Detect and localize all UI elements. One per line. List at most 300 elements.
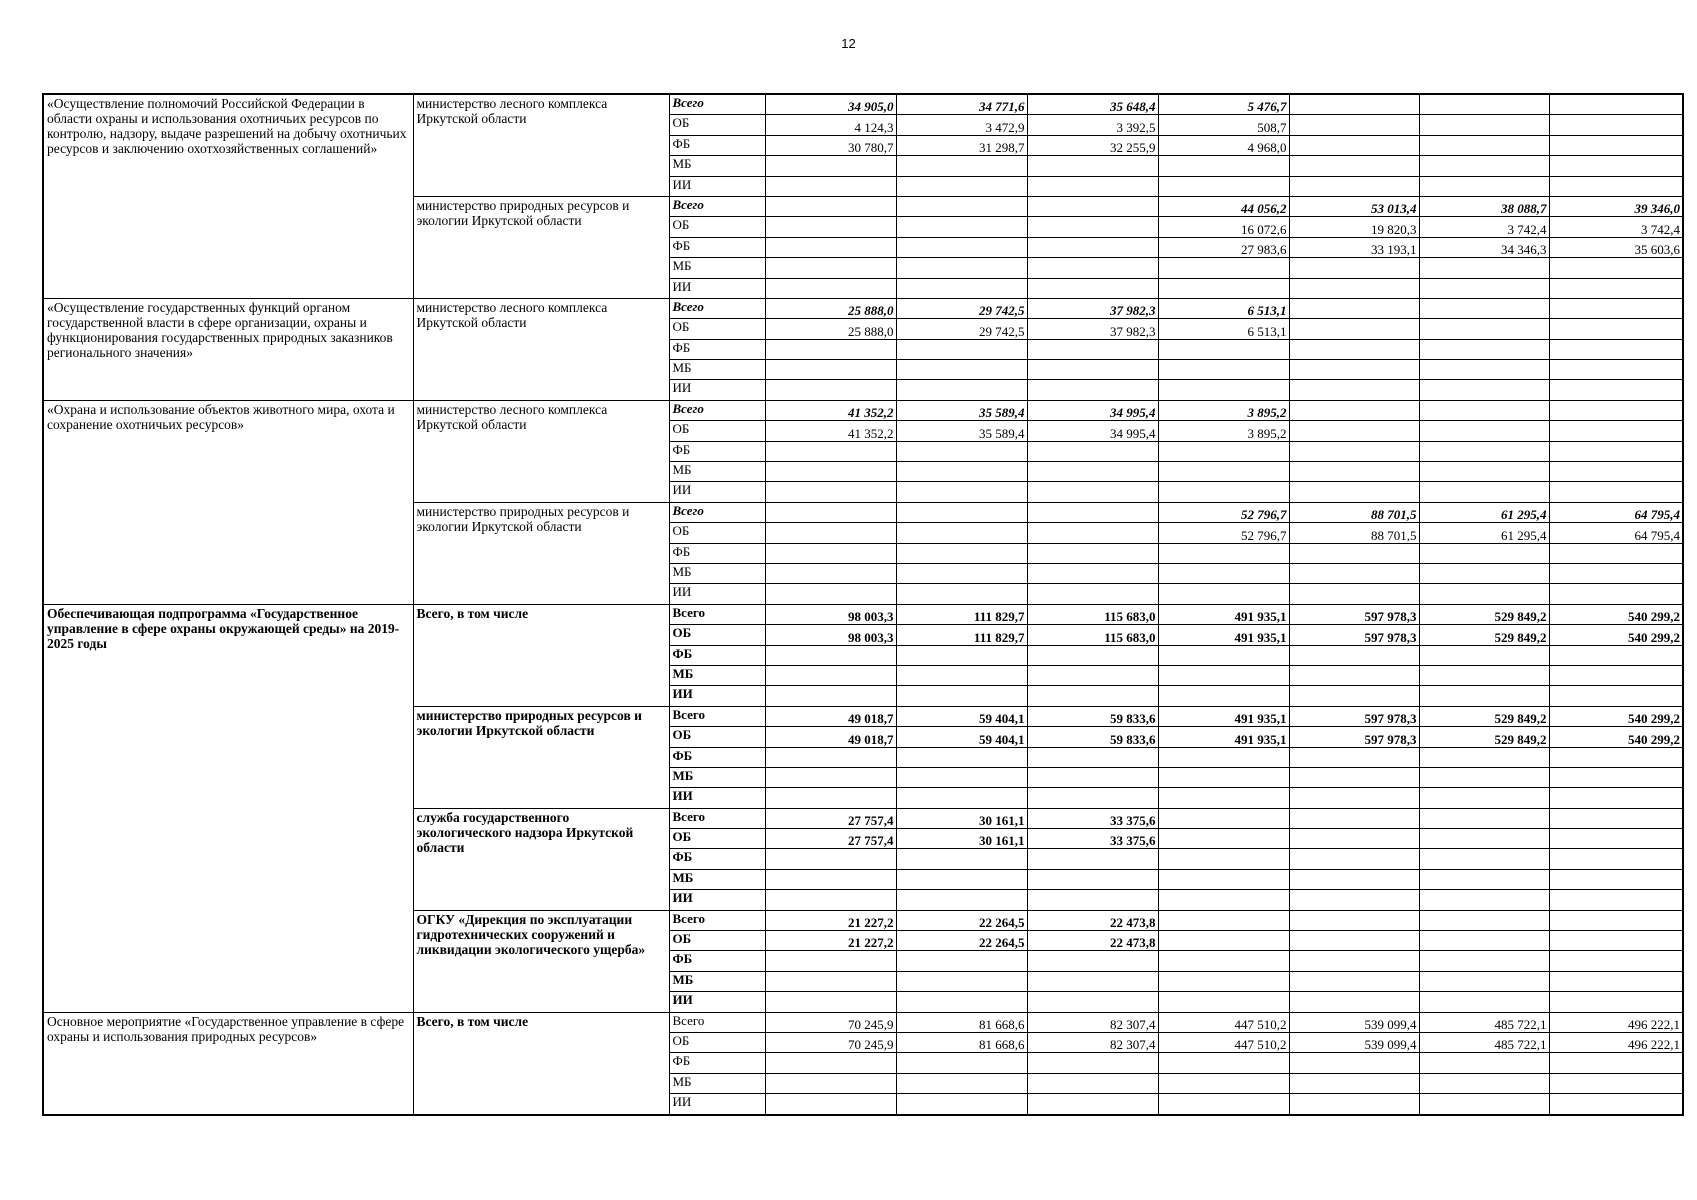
executor-cell: министерство лесного комплекса Иркутской области	[413, 298, 669, 400]
value-cell	[1549, 115, 1683, 135]
value-cell	[765, 747, 896, 767]
value-cell: 30 780,7	[765, 135, 896, 155]
value-cell	[1419, 441, 1549, 461]
executor-cell: министерство лесного комплекса Иркутской области	[413, 400, 669, 502]
value-cell: 82 307,4	[1027, 1012, 1158, 1032]
value-cell: 33 375,6	[1027, 808, 1158, 828]
value-cell: 491 935,1	[1158, 706, 1289, 726]
value-cell	[765, 482, 896, 502]
value-cell: 61 295,4	[1419, 502, 1549, 522]
value-cell	[896, 482, 1027, 502]
value-cell	[1289, 665, 1419, 685]
value-cell: 30 161,1	[896, 808, 1027, 828]
value-cell	[1419, 421, 1549, 441]
value-cell	[1289, 176, 1419, 196]
value-cell	[765, 890, 896, 910]
value-cell	[1289, 869, 1419, 889]
value-cell	[1289, 156, 1419, 176]
value-cell	[1419, 951, 1549, 971]
value-cell	[1027, 1053, 1158, 1073]
value-cell	[1289, 563, 1419, 583]
value-cell	[765, 523, 896, 543]
value-cell	[1419, 563, 1549, 583]
value-cell	[1158, 441, 1289, 461]
value-cell	[1419, 1073, 1549, 1093]
value-cell	[1289, 319, 1419, 339]
value-cell	[1027, 665, 1158, 685]
value-cell: 485 722,1	[1419, 1032, 1549, 1052]
value-cell	[896, 258, 1027, 278]
value-cell	[896, 278, 1027, 298]
value-cell: 22 473,8	[1027, 910, 1158, 930]
value-cell	[1419, 298, 1549, 318]
value-cell: 59 404,1	[896, 706, 1027, 726]
value-cell	[1549, 910, 1683, 930]
value-cell	[1419, 176, 1549, 196]
value-cell	[1158, 482, 1289, 502]
value-cell	[765, 971, 896, 991]
value-cell	[765, 462, 896, 482]
value-cell	[765, 1053, 896, 1073]
value-cell	[1419, 482, 1549, 502]
funding-source-label: ОБ	[669, 319, 765, 339]
value-cell	[896, 217, 1027, 237]
value-cell	[1158, 1053, 1289, 1073]
program-name-cell: «Осуществление полномочий Российской Федерации в области охраны и использования охотничьих ресурсов по контролю, надзору, выдаче разрешений на добычу охотничьих ресурсов и заключению охотхозяйственных соглашений»	[43, 94, 413, 298]
executor-cell: министерство лесного комплекса Иркутской области	[413, 94, 669, 196]
value-cell: 35 589,4	[896, 421, 1027, 441]
value-cell	[1549, 421, 1683, 441]
value-cell	[1549, 849, 1683, 869]
value-cell	[1289, 339, 1419, 359]
value-cell: 597 978,3	[1289, 625, 1419, 645]
value-cell	[1549, 1073, 1683, 1093]
value-cell	[1027, 196, 1158, 216]
value-cell	[765, 951, 896, 971]
value-cell	[1419, 645, 1549, 665]
funding-source-label: ИИ	[669, 278, 765, 298]
value-cell	[1419, 686, 1549, 706]
value-cell	[1419, 543, 1549, 563]
program-name-cell: Обеспечивающая подпрограмма «Государственное управление в сфере охраны окружающей среды» на 2019-2025 годы	[43, 604, 413, 1012]
value-cell	[1549, 94, 1683, 115]
value-cell: 447 510,2	[1158, 1032, 1289, 1052]
value-cell	[1289, 441, 1419, 461]
value-cell	[896, 1094, 1027, 1115]
value-cell	[765, 339, 896, 359]
value-cell	[765, 441, 896, 461]
value-cell: 111 829,7	[896, 625, 1027, 645]
funding-source-label: Всего	[669, 604, 765, 624]
funding-source-label: ФБ	[669, 849, 765, 869]
value-cell: 29 742,5	[896, 319, 1027, 339]
value-cell	[1158, 360, 1289, 380]
value-cell	[1289, 482, 1419, 502]
value-cell	[1419, 584, 1549, 604]
value-cell	[1158, 543, 1289, 563]
funding-source-label: Всего	[669, 400, 765, 420]
value-cell	[1158, 931, 1289, 951]
value-cell	[896, 686, 1027, 706]
value-cell	[1158, 462, 1289, 482]
value-cell	[765, 217, 896, 237]
funding-source-label: ИИ	[669, 380, 765, 400]
value-cell	[896, 339, 1027, 359]
value-cell	[1027, 992, 1158, 1012]
value-cell	[1289, 543, 1419, 563]
value-cell: 22 473,8	[1027, 931, 1158, 951]
value-cell: 597 978,3	[1289, 706, 1419, 726]
funding-source-label: ОБ	[669, 625, 765, 645]
program-name-cell: «Охрана и использование объектов животного мира, охота и сохранение охотничьих ресурсов»	[43, 400, 413, 604]
program-name-cell: «Осуществление государственных функций органом государственной власти в сфере организации, охраны и функционирования государственных природных заказников регионального значения»	[43, 298, 413, 400]
value-cell	[1027, 849, 1158, 869]
value-cell: 88 701,5	[1289, 502, 1419, 522]
value-cell	[765, 156, 896, 176]
value-cell: 39 346,0	[1549, 196, 1683, 216]
value-cell	[1289, 258, 1419, 278]
funding-source-label: ИИ	[669, 890, 765, 910]
value-cell	[1289, 686, 1419, 706]
funding-source-label: Всего	[669, 94, 765, 115]
funding-source-label: МБ	[669, 360, 765, 380]
value-cell	[1289, 992, 1419, 1012]
funding-source-label: ОБ	[669, 217, 765, 237]
value-cell	[1027, 217, 1158, 237]
funding-source-label: ФБ	[669, 543, 765, 563]
value-cell	[765, 176, 896, 196]
value-cell: 70 245,9	[765, 1012, 896, 1032]
value-cell: 41 352,2	[765, 421, 896, 441]
value-cell	[1289, 951, 1419, 971]
value-cell: 38 088,7	[1419, 196, 1549, 216]
funding-source-label: МБ	[669, 462, 765, 482]
value-cell	[1549, 482, 1683, 502]
value-cell: 34 346,3	[1419, 237, 1549, 257]
funding-source-label: ФБ	[669, 951, 765, 971]
value-cell	[1419, 910, 1549, 930]
value-cell: 3 895,2	[1158, 400, 1289, 420]
funding-source-label: МБ	[669, 1073, 765, 1093]
value-cell	[1158, 686, 1289, 706]
funding-source-label: ОБ	[669, 931, 765, 951]
funding-source-label: Всего	[669, 706, 765, 726]
value-cell	[1549, 563, 1683, 583]
value-cell	[1289, 298, 1419, 318]
value-cell: 32 255,9	[1027, 135, 1158, 155]
value-cell: 529 849,2	[1419, 604, 1549, 624]
value-cell	[1158, 584, 1289, 604]
funding-source-label: Всего	[669, 298, 765, 318]
value-cell	[1158, 258, 1289, 278]
value-cell	[1549, 135, 1683, 155]
funding-source-label: ИИ	[669, 686, 765, 706]
value-cell	[1419, 1094, 1549, 1115]
value-cell	[1289, 278, 1419, 298]
value-cell: 4 124,3	[765, 115, 896, 135]
funding-source-label: Всего	[669, 196, 765, 216]
value-cell	[1027, 482, 1158, 502]
value-cell	[1158, 156, 1289, 176]
value-cell	[1549, 747, 1683, 767]
value-cell	[896, 360, 1027, 380]
value-cell	[1027, 563, 1158, 583]
value-cell	[1027, 951, 1158, 971]
value-cell: 6 513,1	[1158, 298, 1289, 318]
value-cell	[1549, 176, 1683, 196]
value-cell	[1549, 400, 1683, 420]
value-cell	[765, 686, 896, 706]
value-cell	[1549, 951, 1683, 971]
value-cell: 529 849,2	[1419, 706, 1549, 726]
funding-source-label: ИИ	[669, 992, 765, 1012]
value-cell	[1289, 1073, 1419, 1093]
value-cell	[1419, 767, 1549, 787]
value-cell	[1027, 788, 1158, 808]
value-cell	[896, 196, 1027, 216]
value-cell: 6 513,1	[1158, 319, 1289, 339]
value-cell	[1549, 298, 1683, 318]
executor-cell: министерство природных ресурсов и экологии Иркутской области	[413, 706, 669, 808]
value-cell	[1289, 767, 1419, 787]
value-cell	[1549, 829, 1683, 849]
value-cell	[1289, 360, 1419, 380]
value-cell	[1419, 869, 1549, 889]
funding-source-label: ИИ	[669, 1094, 765, 1115]
funding-source-label: ФБ	[669, 1053, 765, 1073]
value-cell: 98 003,3	[765, 604, 896, 624]
value-cell	[1549, 686, 1683, 706]
value-cell	[1289, 747, 1419, 767]
value-cell	[1419, 931, 1549, 951]
value-cell	[1027, 380, 1158, 400]
value-cell: 70 245,9	[765, 1032, 896, 1052]
value-cell	[896, 951, 1027, 971]
value-cell	[765, 767, 896, 787]
value-cell	[1419, 156, 1549, 176]
value-cell	[1158, 971, 1289, 991]
value-cell	[896, 523, 1027, 543]
value-cell: 35 648,4	[1027, 94, 1158, 115]
value-cell: 22 264,5	[896, 931, 1027, 951]
value-cell	[896, 462, 1027, 482]
value-cell: 52 796,7	[1158, 523, 1289, 543]
value-cell: 27 757,4	[765, 808, 896, 828]
funding-source-label: ОБ	[669, 829, 765, 849]
table-row	[43, 298, 1683, 318]
value-cell: 33 193,1	[1289, 237, 1419, 257]
value-cell	[1158, 1073, 1289, 1093]
value-cell	[1027, 1094, 1158, 1115]
value-cell: 540 299,2	[1549, 625, 1683, 645]
value-cell	[1158, 380, 1289, 400]
value-cell	[1158, 563, 1289, 583]
value-cell	[1158, 645, 1289, 665]
value-cell	[765, 869, 896, 889]
table-row	[43, 604, 1683, 624]
funding-source-label: ФБ	[669, 135, 765, 155]
value-cell	[765, 788, 896, 808]
value-cell: 3 392,5	[1027, 115, 1158, 135]
value-cell	[896, 869, 1027, 889]
value-cell	[896, 380, 1027, 400]
value-cell	[896, 890, 1027, 910]
value-cell: 597 978,3	[1289, 604, 1419, 624]
value-cell	[1419, 829, 1549, 849]
value-cell	[1027, 747, 1158, 767]
funding-source-label: Всего	[669, 910, 765, 930]
funding-source-label: МБ	[669, 665, 765, 685]
value-cell: 539 099,4	[1289, 1032, 1419, 1052]
value-cell	[1419, 319, 1549, 339]
value-cell: 41 352,2	[765, 400, 896, 420]
value-cell	[1289, 849, 1419, 869]
value-cell	[896, 747, 1027, 767]
funding-source-label: МБ	[669, 767, 765, 787]
value-cell	[896, 176, 1027, 196]
value-cell	[1419, 890, 1549, 910]
value-cell	[1549, 543, 1683, 563]
funding-source-label: Всего	[669, 502, 765, 522]
value-cell	[896, 584, 1027, 604]
value-cell: 25 888,0	[765, 319, 896, 339]
funding-source-label: Всего	[669, 1012, 765, 1032]
value-cell	[1158, 829, 1289, 849]
value-cell	[765, 502, 896, 522]
value-cell: 34 995,4	[1027, 400, 1158, 420]
funding-source-label: ФБ	[669, 339, 765, 359]
value-cell: 34 905,0	[765, 94, 896, 115]
value-cell	[1419, 665, 1549, 685]
value-cell	[896, 971, 1027, 991]
funding-source-label: ОБ	[669, 115, 765, 135]
value-cell: 98 003,3	[765, 625, 896, 645]
budget-table	[42, 93, 1684, 1116]
value-cell: 35 603,6	[1549, 237, 1683, 257]
value-cell	[1289, 135, 1419, 155]
value-cell	[1289, 94, 1419, 115]
value-cell	[896, 849, 1027, 869]
value-cell	[896, 156, 1027, 176]
value-cell	[1158, 278, 1289, 298]
value-cell	[1027, 339, 1158, 359]
funding-source-label: ОБ	[669, 523, 765, 543]
value-cell	[1027, 278, 1158, 298]
funding-source-label: ИИ	[669, 788, 765, 808]
executor-cell: Всего, в том числе	[413, 604, 669, 706]
executor-cell: министерство природных ресурсов и экологии Иркутской области	[413, 196, 669, 298]
value-cell: 447 510,2	[1158, 1012, 1289, 1032]
funding-source-label: ОБ	[669, 727, 765, 747]
value-cell	[1549, 645, 1683, 665]
funding-source-label: ОБ	[669, 1032, 765, 1052]
value-cell	[1027, 156, 1158, 176]
value-cell: 19 820,3	[1289, 217, 1419, 237]
value-cell: 49 018,7	[765, 727, 896, 747]
value-cell	[1549, 319, 1683, 339]
value-cell	[1419, 94, 1549, 115]
value-cell: 491 935,1	[1158, 727, 1289, 747]
funding-source-label: МБ	[669, 869, 765, 889]
value-cell	[1419, 115, 1549, 135]
value-cell: 33 375,6	[1027, 829, 1158, 849]
value-cell	[1549, 931, 1683, 951]
funding-source-label: ИИ	[669, 482, 765, 502]
value-cell	[1419, 258, 1549, 278]
value-cell	[1549, 869, 1683, 889]
value-cell: 64 795,4	[1549, 523, 1683, 543]
value-cell	[1289, 1053, 1419, 1073]
value-cell	[765, 563, 896, 583]
value-cell: 29 742,5	[896, 298, 1027, 318]
value-cell	[896, 543, 1027, 563]
value-cell: 37 982,3	[1027, 298, 1158, 318]
value-cell	[1419, 400, 1549, 420]
value-cell: 34 771,6	[896, 94, 1027, 115]
value-cell	[896, 237, 1027, 257]
funding-source-label: МБ	[669, 258, 765, 278]
table-row	[43, 94, 1683, 115]
value-cell	[1549, 808, 1683, 828]
value-cell: 53 013,4	[1289, 196, 1419, 216]
value-cell	[896, 788, 1027, 808]
value-cell	[1158, 747, 1289, 767]
value-cell	[1549, 258, 1683, 278]
value-cell	[1158, 869, 1289, 889]
value-cell	[765, 849, 896, 869]
value-cell	[1419, 339, 1549, 359]
value-cell	[1419, 788, 1549, 808]
value-cell	[765, 380, 896, 400]
funding-source-label: Всего	[669, 808, 765, 828]
value-cell	[1419, 747, 1549, 767]
value-cell	[1027, 869, 1158, 889]
value-cell: 508,7	[1158, 115, 1289, 135]
value-cell	[765, 360, 896, 380]
table-row	[43, 1012, 1683, 1032]
value-cell: 52 796,7	[1158, 502, 1289, 522]
value-cell: 115 683,0	[1027, 625, 1158, 645]
value-cell	[896, 563, 1027, 583]
value-cell	[1419, 462, 1549, 482]
value-cell: 540 299,2	[1549, 727, 1683, 747]
value-cell	[1419, 135, 1549, 155]
value-cell: 485 722,1	[1419, 1012, 1549, 1032]
value-cell: 540 299,2	[1549, 706, 1683, 726]
value-cell	[1419, 971, 1549, 991]
value-cell: 21 227,2	[765, 910, 896, 930]
value-cell	[1027, 645, 1158, 665]
value-cell	[1027, 237, 1158, 257]
value-cell: 59 833,6	[1027, 706, 1158, 726]
value-cell: 4 968,0	[1158, 135, 1289, 155]
value-cell	[765, 258, 896, 278]
value-cell	[765, 237, 896, 257]
value-cell	[1549, 665, 1683, 685]
value-cell	[1027, 584, 1158, 604]
value-cell	[1027, 1073, 1158, 1093]
value-cell	[1158, 665, 1289, 685]
funding-source-label: ФБ	[669, 747, 765, 767]
value-cell	[1027, 890, 1158, 910]
value-cell	[1027, 502, 1158, 522]
value-cell: 31 298,7	[896, 135, 1027, 155]
value-cell: 540 299,2	[1549, 604, 1683, 624]
value-cell: 491 935,1	[1158, 625, 1289, 645]
executor-cell: ОГКУ «Дирекция по эксплуатации гидротехнических сооружений и ликвидации экологического ущерба»	[413, 910, 669, 1012]
value-cell	[1289, 829, 1419, 849]
value-cell: 3 472,9	[896, 115, 1027, 135]
